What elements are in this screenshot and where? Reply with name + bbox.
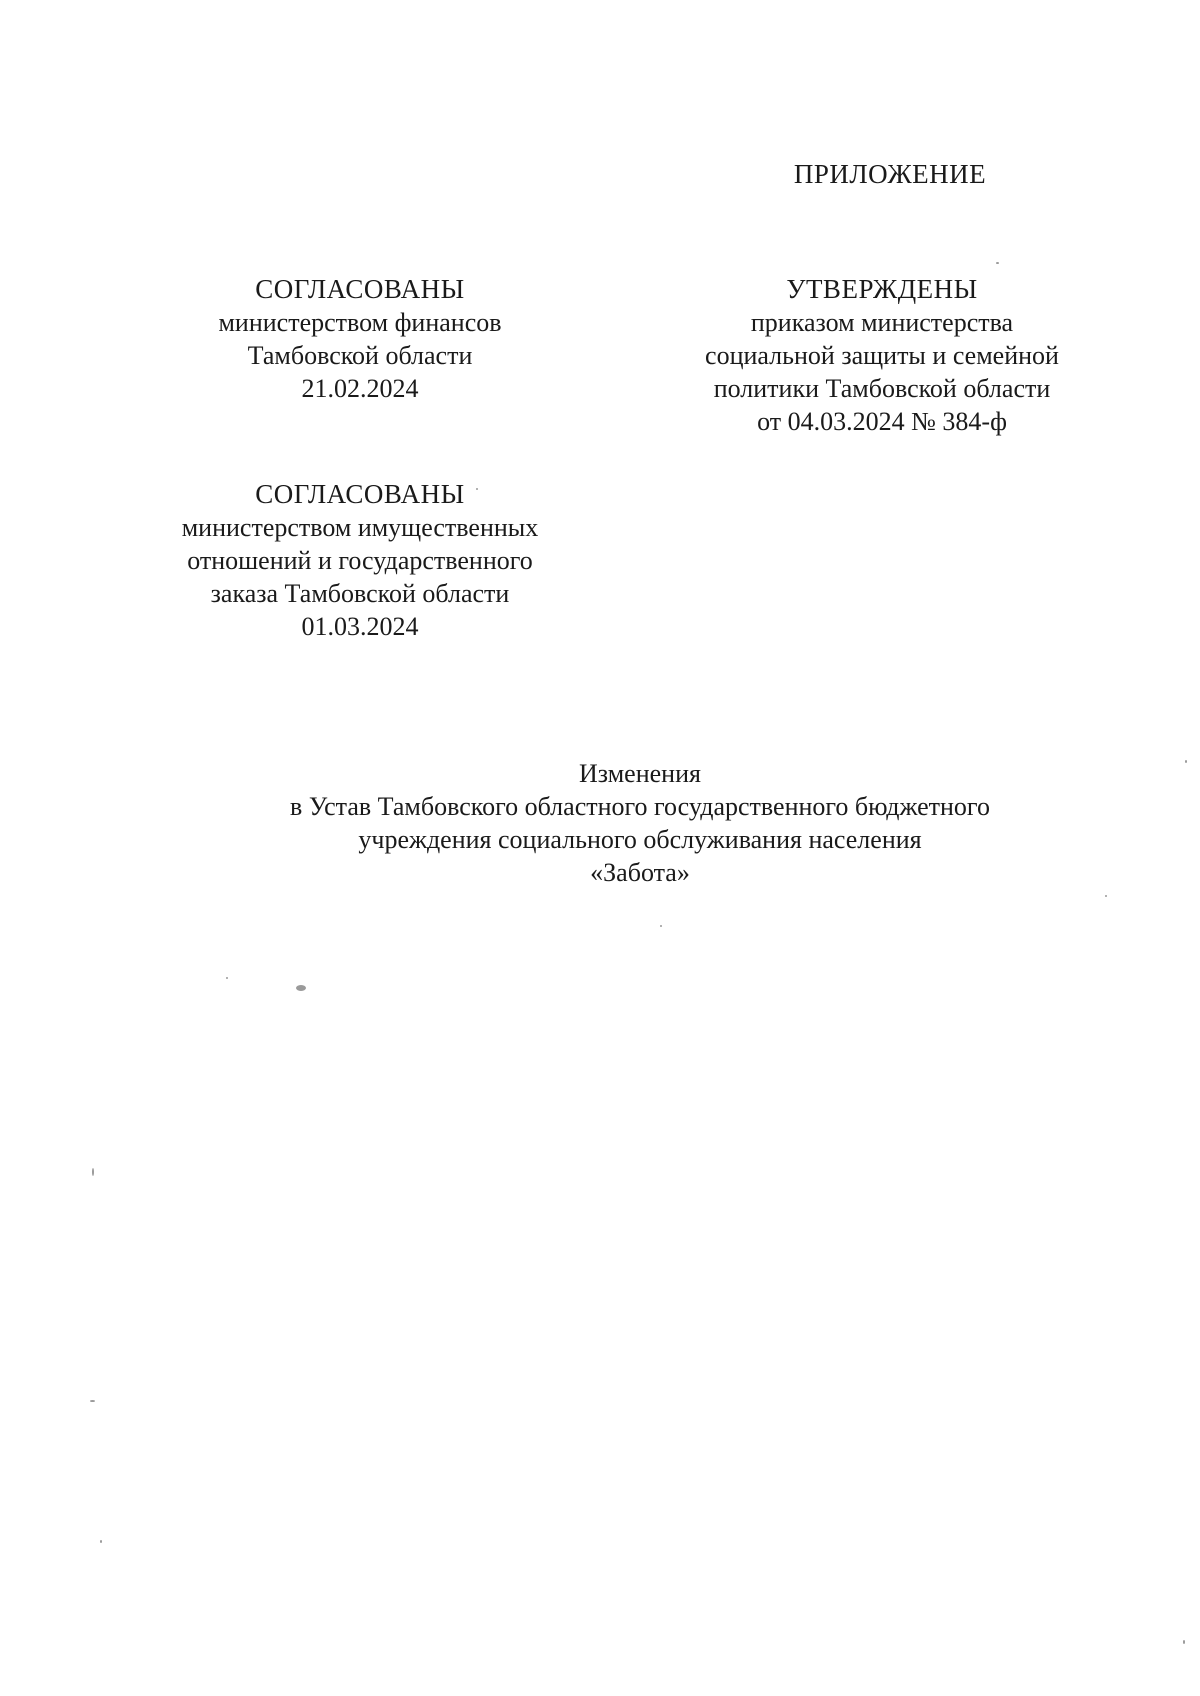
agreed-finance-line: министерством финансов	[218, 308, 502, 337]
scan-speck	[90, 1400, 95, 1402]
agreed-finance-heading: СОГЛАСОВАНЫ	[255, 274, 465, 304]
scan-speck	[1185, 760, 1187, 763]
scan-speck	[226, 977, 228, 979]
scan-speck	[100, 1540, 102, 1543]
agreed-property-block	[140, 478, 580, 643]
organization-name: «Забота»	[590, 858, 690, 887]
agreed-property-line: заказа Тамбовской области	[210, 579, 510, 608]
agreed-finance-line: Тамбовской области	[247, 341, 473, 370]
scan-speck	[476, 488, 478, 490]
agreed-property-date: 01.03.2024	[301, 612, 419, 641]
agreed-property-line: отношений и государственного	[187, 546, 533, 575]
approved-order-number: от 04.03.2024 № 384-ф	[757, 407, 1007, 436]
changes-title: Изменения	[579, 759, 701, 788]
approved-line: приказом министерства	[750, 308, 1014, 337]
appendix-label-block	[760, 158, 1020, 191]
changes-title-block	[190, 757, 1090, 889]
changes-subtitle-line: в Устав Тамбовского областного государственного бюджетного	[290, 792, 990, 821]
scan-speck	[92, 1168, 94, 1176]
approved-heading: УТВЕРЖДЕНЫ	[786, 274, 978, 304]
scan-speck	[996, 262, 999, 264]
scan-speck	[1183, 1640, 1185, 1644]
scan-speck	[660, 925, 662, 927]
approved-line: политики Тамбовской области	[713, 374, 1051, 403]
agreed-property-heading: СОГЛАСОВАНЫ	[255, 479, 465, 509]
scan-speck	[296, 985, 306, 991]
agreed-finance-date: 21.02.2024	[301, 374, 419, 403]
approval-stamp-block	[682, 273, 1082, 438]
changes-subtitle-line: учреждения социального обслуживания населения	[358, 825, 922, 854]
agreed-property-line: министерством имущественных	[181, 513, 539, 542]
appendix-label: ПРИЛОЖЕНИЕ	[793, 159, 987, 189]
scan-speck	[1105, 895, 1107, 897]
approved-line: социальной защиты и семейной	[705, 341, 1059, 370]
agreed-finance-block	[160, 273, 560, 405]
